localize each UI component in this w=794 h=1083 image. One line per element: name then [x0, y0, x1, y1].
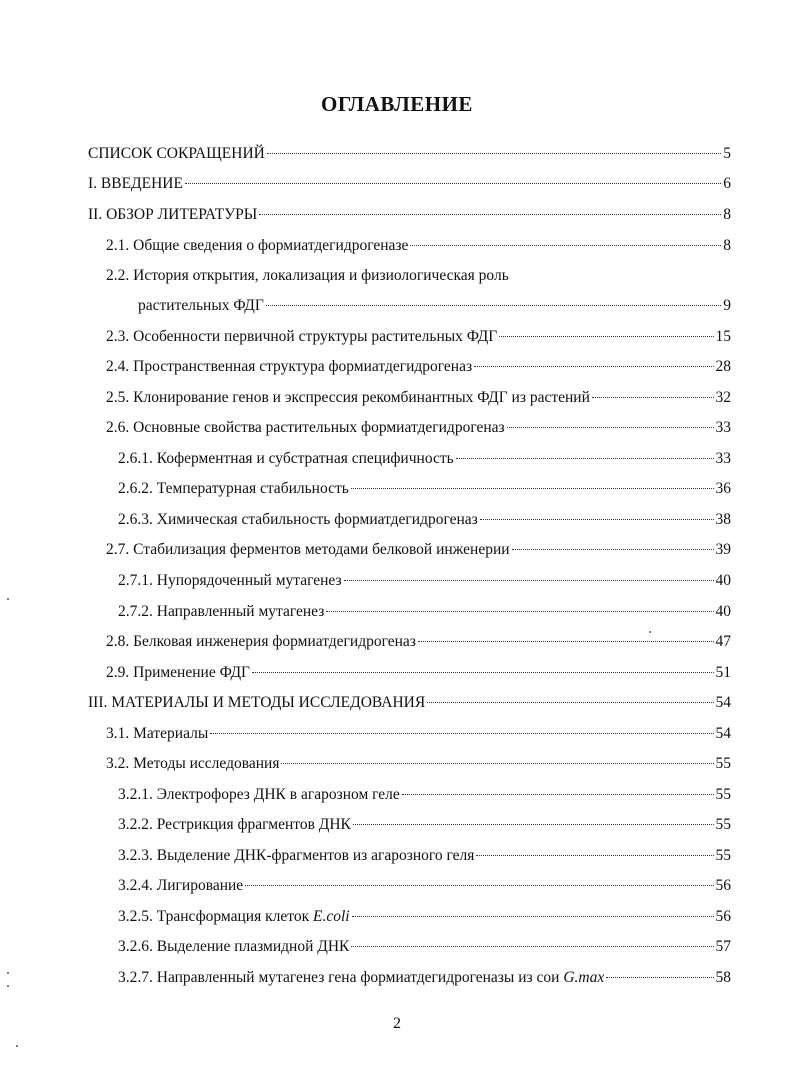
toc-entry-3-2-1: 3.2.1. Электрофорез ДНК в агарозном геле 55 [118, 786, 731, 803]
toc-entry-2-4: 2.4. Пространственная структура формиатдегидрогеназ 28 [106, 358, 731, 375]
toc-entry-2-6-3: 2.6.3. Химическая стабильность формиатдегидрогеназ 38 [118, 511, 731, 528]
toc-entry-3-1: 3.1. Материалы 54 [106, 725, 731, 742]
scan-speck [16, 1045, 18, 1047]
toc-entry-3-2-7: 3.2.7. Направленный мутагенез гена формиатдегидрогеназы из сои G.max 58 [118, 969, 731, 986]
toc-entry-2-2-line1: 2.2. История открытия, локализация и физиологическая роль [106, 267, 509, 284]
page-title: ОГЛАВЛЕНИЕ [321, 92, 473, 116]
toc-entry-3-2-2: 3.2.2. Рестрикция фрагментов ДНК 55 [118, 816, 731, 833]
toc-entry-2-3: 2.3. Особенности первичной структуры растительных ФДГ 15 [106, 328, 731, 345]
toc-entry-2-7: 2.7. Стабилизация ферментов методами белковой инженерии 39 [106, 541, 731, 558]
scan-speck [649, 631, 651, 633]
toc-entry-2-2: растительных ФДГ 9 [138, 297, 731, 314]
toc-entry-abbreviations: СПИСОК СОКРАЩЕНИЙ 5 [88, 145, 731, 162]
page-number: 2 [393, 1015, 401, 1032]
toc-entry-2-6-2: 2.6.2. Температурная стабильность 36 [118, 480, 731, 497]
toc-entry-2-6: 2.6. Основные свойства растительных формиатдегидрогеназ 33 [106, 419, 731, 436]
toc-entry-2-6-1: 2.6.1. Коферментная и субстратная специфичность 33 [118, 450, 731, 467]
scan-speck [7, 598, 9, 600]
toc-entry-2-8: 2.8. Белковая инженерия формиатдегидрогеназ 47 [106, 633, 731, 650]
toc-entry-3-2-6: 3.2.6. Выделение плазмидной ДНК 57 [118, 938, 731, 955]
toc-entry-2-7-1: 2.7.1. Нупорядоченный мутагенез 40 [118, 572, 731, 589]
toc-entry-2-9: 2.9. Применение ФДГ 51 [106, 664, 731, 681]
toc-entry-2-7-2: 2.7.2. Направленный мутагенез 40 [118, 603, 731, 620]
toc-entry-introduction: I. ВВЕДЕНИЕ 6 [88, 175, 731, 192]
toc-entry-3-2-4: 3.2.4. Лигирование 56 [118, 877, 731, 894]
toc-entry-2-5: 2.5. Клонирование генов и экспрессия рекомбинантных ФДГ из растений 32 [106, 389, 731, 406]
toc-entry-2-1: 2.1. Общие сведения о формиатдегидрогеназе 8 [106, 237, 731, 254]
scan-speck [7, 972, 9, 974]
toc-entry-3-2: 3.2. Методы исследования 55 [106, 755, 731, 772]
scan-speck [7, 985, 9, 987]
toc-entry-literature-review: II. ОБЗОР ЛИТЕРАТУРЫ 8 [88, 206, 731, 223]
toc-entry-3-2-5: 3.2.5. Трансформация клеток E.coli 56 [118, 908, 731, 925]
toc-entry-materials-methods: III. МАТЕРИАЛЫ И МЕТОДЫ ИССЛЕДОВАНИЯ 54 [88, 694, 731, 711]
toc-entry-3-2-3: 3.2.3. Выделение ДНК-фрагментов из агарозного геля 55 [118, 847, 731, 864]
